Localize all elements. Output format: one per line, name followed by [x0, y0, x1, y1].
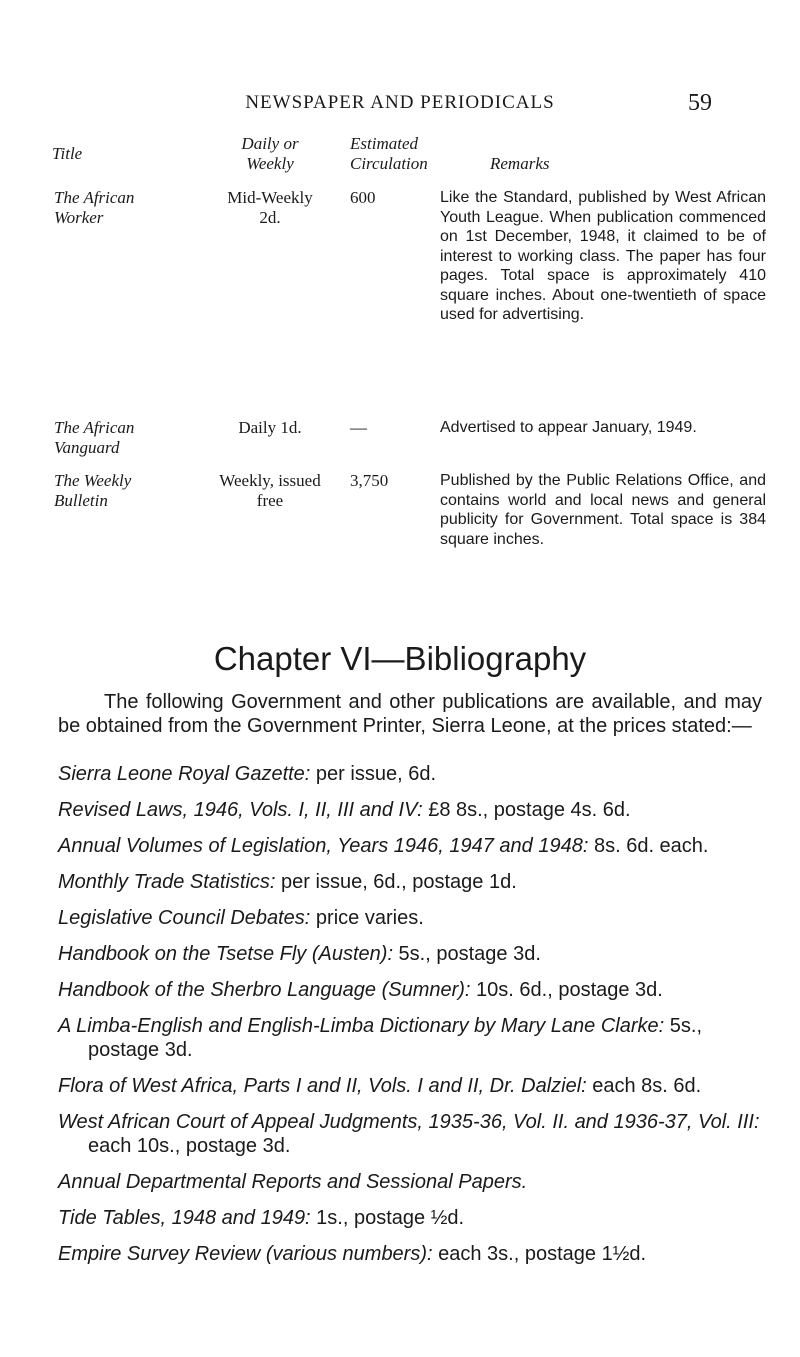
row-remarks: Published by the Public Relations Office, and contains world and local news and general publicity for Government. Total space is 384 square inches. [440, 472, 766, 548]
entry-title: Handbook on the Tsetse Fly (Austen): [58, 943, 393, 965]
row-frequency: Daily 1d. [238, 418, 302, 437]
row-remarks: Advertised to appear January, 1949. [440, 419, 697, 436]
bibliography-entry [58, 942, 770, 966]
row-frequency: Mid-Weekly 2d. [227, 188, 313, 227]
header-circulation: Estimated Circulation [350, 134, 428, 173]
running-title: NEWSPAPER AND PERIODICALS [245, 92, 555, 113]
running-head [0, 92, 800, 116]
entry-title: Revised Laws, 1946, Vols. I, II, III and IV: [58, 799, 423, 821]
entry-detail: per issue, 6d. [310, 763, 436, 785]
newspaper-table [50, 130, 770, 611]
entry-title: A Limba-English and English-Limba Dictionary by Mary Lane Clarke: [58, 1015, 665, 1037]
chapter-heading: Chapter VI—Bibliography [213, 640, 587, 677]
bibliography-entry [58, 834, 770, 858]
bibliography-entry [58, 1242, 770, 1266]
bibliography-list [58, 762, 770, 1278]
entry-detail: 8s. 6d. each. [588, 835, 709, 857]
row-frequency: Weekly, issued free [219, 471, 321, 510]
table-row [50, 188, 770, 418]
row-circulation: 600 [350, 188, 376, 207]
bibliography-entry [58, 978, 770, 1002]
entry-title: Empire Survey Review (various numbers): [58, 1243, 433, 1265]
bibliography-entry [58, 906, 770, 930]
row-remarks: Like the Standard, published by West African Youth League. When publication commenced on 1st December, 1948, it claimed to be of interest to working class. The paper has four pages. Total space is approximately 410 square inches. About one-twentieth of space used for advertising. [440, 189, 766, 323]
entry-title: Tide Tables, 1948 and 1949: [58, 1207, 311, 1229]
entry-title: Monthly Trade Statistics: [58, 871, 276, 893]
bibliography-entry [58, 1206, 770, 1230]
intro-paragraph: The following Government and other publications are available, and may be obtained from the Government Printer, Sierra Leone, at the prices stated:— [58, 691, 762, 737]
row-title: The Weekly Bulletin [54, 471, 132, 510]
entry-title: Flora of West Africa, Parts I and II, Vols. I and II, Dr. Dalziel: [58, 1075, 587, 1097]
entry-title: West African Court of Appeal Judgments, 1935-36, Vol. II. and 1936-37, Vol. III: [58, 1111, 760, 1133]
entry-detail: per issue, 6d., postage 1d. [275, 871, 517, 893]
bibliography-entry [58, 762, 770, 786]
entry-detail: each 8s. 6d. [586, 1075, 702, 1097]
page-number: 59 [688, 90, 712, 116]
bibliography-entry [58, 1110, 770, 1158]
entry-title: Annual Volumes of Legislation, Years 1946, 1947 and 1948: [58, 835, 589, 857]
bibliography-entry [58, 1074, 770, 1098]
bibliography-entry [58, 870, 770, 894]
table-row [50, 471, 770, 611]
header-title: Title [52, 144, 83, 163]
entry-title: Legislative Council Debates: [58, 907, 311, 929]
entry-title: Sierra Leone Royal Gazette: [58, 763, 311, 785]
entry-detail: each 3s., postage 1½d. [432, 1243, 647, 1265]
bibliography-entry [58, 1014, 770, 1062]
row-title: The African Worker [54, 188, 135, 227]
entry-detail: each 10s., postage 3d. [88, 1135, 291, 1157]
entry-detail: price varies. [310, 907, 424, 929]
entry-title: Handbook of the Sherbro Language (Sumner): [58, 979, 471, 1001]
table-row [50, 418, 770, 471]
entry-detail: 5s., postage 3d. [88, 1015, 702, 1061]
row-title: The African Vanguard [54, 418, 135, 457]
bibliography-entry [58, 798, 770, 822]
header-frequency: Daily or Weekly [241, 134, 299, 173]
bibliography-entry [58, 1170, 770, 1194]
table-header [50, 130, 770, 188]
row-circulation: — [350, 418, 367, 437]
header-remarks: Remarks [490, 154, 550, 173]
entry-detail: 1s., postage ½d. [310, 1207, 465, 1229]
entry-title: Annual Departmental Reports and Sessional Papers. [58, 1171, 528, 1193]
row-circulation: 3,750 [350, 471, 389, 490]
entry-detail: 10s. 6d., postage 3d. [470, 979, 663, 1001]
entry-detail: £8 8s., postage 4s. 6d. [422, 799, 631, 821]
entry-detail: 5s., postage 3d. [393, 943, 541, 965]
